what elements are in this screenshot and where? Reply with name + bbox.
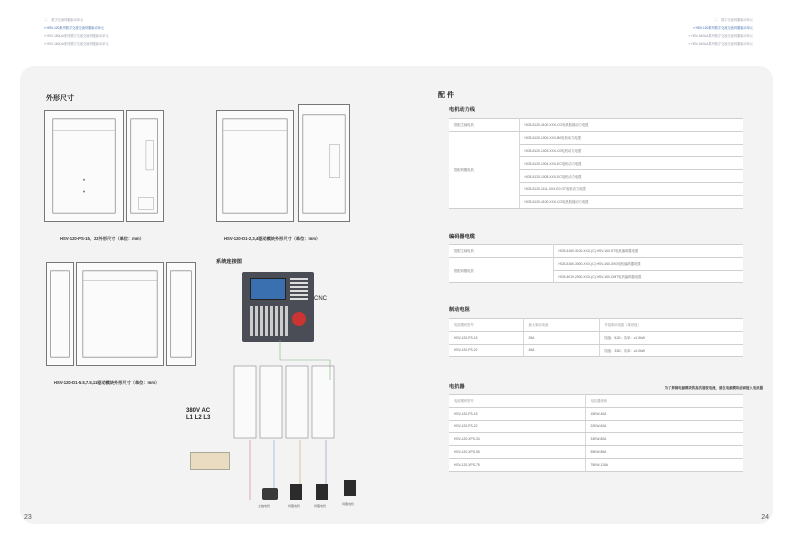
cable-item: HCB-5120-4100-XXX-CO电机航插动力电缆 — [519, 119, 743, 132]
cnc-keys — [290, 278, 308, 300]
cable-item: HCB-5160-3100-XXX-(C) HSV-160-ST电机编码器电缆 — [553, 245, 743, 258]
nav-right-item-3[interactable]: » HSV-180UA系列数字交流交流伺服驱动单元 — [688, 34, 753, 38]
power-label: 380V AC — [186, 408, 211, 414]
table-row — [449, 446, 743, 459]
cnc-keypad — [250, 306, 290, 336]
cable-item: HCB-5120-1004-XXX-EC电机动力电缆 — [519, 157, 743, 170]
cable-item: HCB-5120-1111-XXX-E0 GT电机动力电缆 — [519, 182, 743, 195]
drawing-d1-large-side — [46, 262, 74, 366]
emergency-stop-button[interactable] — [292, 312, 306, 326]
table-cell: 55KW-85A — [585, 446, 743, 459]
nav-left-item-4[interactable]: » HSV-160UA系列数字交流交流伺服驱动单元 — [44, 42, 109, 46]
dimensions-title: 外形尺寸 — [46, 95, 74, 102]
table-cell: 45A — [523, 344, 599, 357]
table-row — [449, 344, 743, 357]
drawing-d1-front — [216, 110, 294, 222]
table-cell: 阻值：51Ω；功率：≥1.5kW — [599, 331, 743, 344]
reactor-note: 为了抑制电源模块的高次谐波电流，请在电源模块前面接入电抗器 — [664, 386, 763, 390]
drawing-d1-side — [298, 104, 350, 222]
encoder-cable-table — [449, 244, 743, 283]
table-cell: HSV-120-PS-15 — [449, 407, 585, 420]
cable-item: HCB-5120-4100-XXX-CO电机航插动力电缆 — [519, 195, 743, 208]
caption-d1-large: HSV-120-D1-5.5,7.5,11驱动模块外形尺寸（单位：mm） — [54, 380, 160, 385]
table-cell: 33KW-80A — [585, 433, 743, 446]
table-cell: 15KW-40A — [585, 407, 743, 420]
table-row — [449, 245, 743, 258]
cable-item: HCB-5019-2000-XXX-(C) HSV-160-OMT电机编码器电缆 — [553, 270, 743, 283]
column-header: 最大制动电流 — [523, 319, 599, 332]
nav-left-item-2-label: HSV-120系列数字交流交流伺服驱动单元 — [46, 26, 105, 30]
cnc-panel — [242, 272, 314, 342]
nav-left-item-4-label: HSV-160UA系列数字交流交流伺服驱动单元 — [46, 42, 109, 46]
drawing-d1-large-front — [76, 262, 164, 366]
table-header-row — [449, 319, 743, 332]
nav-left — [44, 16, 108, 48]
nav-right-item-4[interactable]: » HSV-160UA系列数字交流交流伺服驱动单元 — [688, 42, 753, 46]
column-header: 外接制动电阻（推荐值） — [599, 319, 743, 332]
table-cell: 22KW-60A — [585, 420, 743, 433]
page-number-left: 23 — [24, 514, 32, 521]
motor-cable-title: 电机动力线 — [449, 107, 475, 113]
motor-cable-table — [449, 118, 743, 209]
table-row — [449, 420, 743, 433]
table-cell: 阻值：33Ω；功率：≥2.0kW — [599, 344, 743, 357]
nav-right-item-2[interactable]: » HSV-120系列数字交流交流伺服驱动单元 — [692, 26, 753, 30]
table-cell: HSV-120-XPS-75 — [449, 458, 585, 471]
table-row — [449, 331, 743, 344]
motor-label-servo-1: 伺服电机 — [288, 504, 301, 508]
drawing-ps-side — [126, 110, 164, 222]
reactor-title: 电抗器 — [449, 384, 465, 390]
table-cell: HSV-120-PS-22 — [449, 344, 523, 357]
brake-resistor-table — [449, 318, 743, 357]
table-cell: 25A — [523, 331, 599, 344]
table-cell: 75KW-115A — [585, 458, 743, 471]
group-label: 搭配主轴电机 — [449, 119, 519, 132]
nav-right-item-2-label: HSV-120系列数字交流交流伺服驱动单元 — [695, 26, 753, 30]
nav-right-item-1[interactable]: 二、 数字交流伺服驱动单元 — [713, 18, 753, 22]
group-label: 搭配伺服电机 — [449, 131, 519, 208]
column-header: 电抗器规格 — [585, 395, 743, 408]
table-row — [449, 433, 743, 446]
motor-label-servo-2: 伺服电机 — [314, 504, 327, 508]
cable-item: HCB-5160-3000-XXX-(C) HSV-160-GK0电机编码器电缆 — [553, 257, 743, 270]
table-cell: HSV-120-XPS-33 — [449, 433, 585, 446]
table-cell: HSV-120-PS-22 — [449, 420, 585, 433]
cable-item: HCB-5120-1002-XXX-B0电机动力电缆 — [519, 131, 743, 144]
cnc-screen — [250, 278, 286, 300]
table-row — [449, 407, 743, 420]
drawing-ps-front — [44, 110, 124, 222]
reactor-unit — [190, 452, 230, 470]
nav-right-item-3-label: HSV-180UA系列数字交流交流伺服驱动单元 — [691, 34, 753, 38]
caption-d1-small: HSV-120-D1-2,3,4驱动模块外形尺寸（单位：mm） — [224, 236, 321, 241]
column-header: 电源模块型号 — [449, 319, 523, 332]
motor-label-spindle: 主轴电机 — [258, 504, 271, 508]
nav-left-item-2[interactable]: » HSV-120系列数字交流交流伺服驱动单元 — [44, 26, 105, 30]
table-header-row — [449, 395, 743, 408]
wiring-title: 系统连接图 — [216, 259, 242, 265]
group-label: 搭配伺服电机 — [449, 257, 553, 283]
table-row — [449, 257, 743, 270]
nav-left-item-1[interactable]: 二、 数字交流伺服驱动单元 — [44, 18, 84, 22]
cable-item: HCB-5120-1003-XXX-C0电机动力电缆 — [519, 144, 743, 157]
cable-item: HCB-5120-1005-XXX-EC电机动力电缆 — [519, 170, 743, 183]
page-number-right: 24 — [761, 514, 769, 521]
table-row — [449, 458, 743, 471]
nav-left-item-3-label: HSV-180UA系列数字交流交流伺服驱动单元 — [46, 34, 109, 38]
column-header: 电源模块型号 — [449, 395, 585, 408]
table-row — [449, 131, 743, 144]
nav-left-item-3[interactable]: » HSV-180UA系列数字交流交流伺服驱动单元 — [44, 34, 109, 38]
encoder-cable-title: 编码器电缆 — [449, 234, 475, 240]
nav-right — [689, 16, 753, 48]
wiring-lines — [180, 340, 360, 510]
spindle-motor-icon — [262, 488, 278, 500]
table-cell: HSV-120-XPS-55 — [449, 446, 585, 459]
phase-label: L1 L2 L3 — [186, 415, 211, 421]
caption-ps: HSV-120-PS-15、22外形尺寸（单位：mm） — [60, 236, 144, 241]
group-label: 搭配主轴电机 — [449, 245, 553, 258]
table-row — [449, 119, 743, 132]
servo-motor-2-icon — [316, 484, 328, 500]
servo-motor-1-icon — [290, 484, 302, 500]
nav-right-item-4-label: HSV-160UA系列数字交流交流伺服驱动单元 — [691, 42, 753, 46]
accessories-title: 配 件 — [438, 92, 454, 99]
table-cell: HSV-120-PS-15 — [449, 331, 523, 344]
reactor-table — [449, 394, 743, 472]
cnc-label: CNC — [314, 296, 327, 302]
motor-label-servo-3: 伺服电机 — [342, 502, 355, 506]
brake-resistor-title: 制动电阻 — [449, 307, 470, 313]
servo-motor-3-icon — [344, 480, 356, 496]
